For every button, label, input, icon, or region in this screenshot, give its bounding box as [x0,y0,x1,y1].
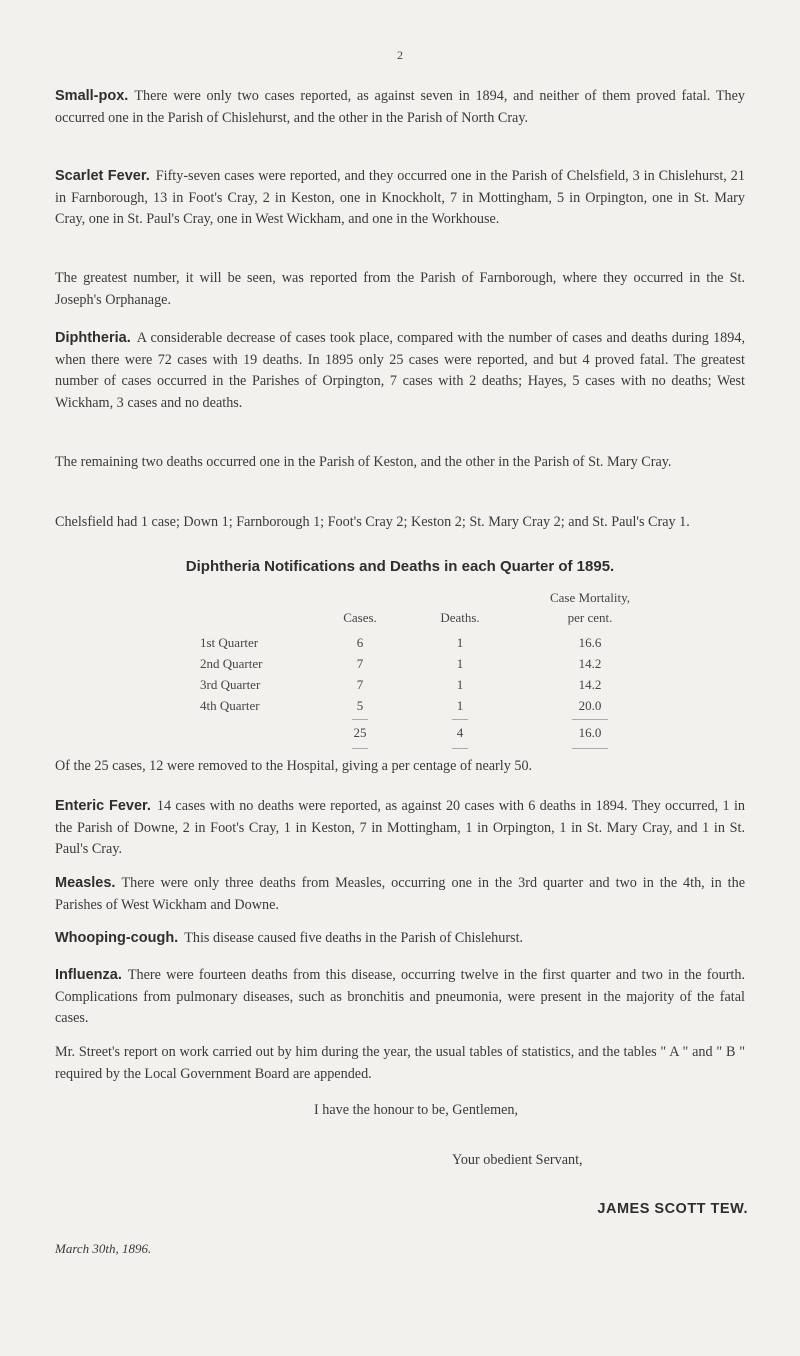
rule-total-cases [352,748,368,749]
header-cases: Cases. [343,610,377,625]
whooping-cough-heading: Whooping-cough. [55,930,179,946]
signature: JAMES SCOTT TEW. [597,1201,748,1217]
diphtheria-remaining-deaths: The remaining two deaths occurred one in the Parish of Keston, and the other in the Parish of St. Mary Cray. [55,454,672,470]
table-title: Diphtheria Notifications and Deaths in each Quarter of 1895. [185,558,615,575]
row-label: 4th Quarter [200,698,260,713]
header-mortality-line2: per cent. [567,610,613,625]
cell-cases: 7 [356,677,364,692]
smallpox-heading: Small-pox. [55,88,129,104]
rule-deaths [452,719,468,720]
scarlet-fever-followup: The greatest number, it will be seen, was reported from the Parish of Farnborough, where they occurred in the St. Joseph's Orphanage. [55,270,745,308]
closing-valediction: Your obedient Servant, [452,1152,583,1168]
page-number: 2 [397,48,403,62]
whooping-cough-section [55,928,745,950]
cell-mortality: 20.0 [578,698,602,713]
cell-mortality: 14.2 [578,677,602,692]
smallpox-text: There were only two cases reported, as against seven in 1894, and neither of them proved fatal. They occurred one in the Parish of Chislehurst, and the other in the Parish of North Cray. [55,88,745,126]
whooping-cough-text: This disease caused five deaths in the Parish of Chislehurst. [184,930,524,946]
diphtheria-parish-counts: Chelsfield had 1 case; Down 1; Farnborough 1; Foot's Cray 2; Keston 2; St. Mary Cray 2; and St. Paul's Cray 1. [55,514,690,530]
influenza-text: There were fourteen deaths from this disease, occurring twelve in the first quarter and two in the fourth. Complications from pulmonary diseases, such as bronchitis and pneumonia, were present in the majority of the fatal cases. [55,967,745,1026]
row-label: 3rd Quarter [200,677,261,692]
total-deaths: 4 [456,725,464,740]
diphtheria-heading: Diphtheria. [55,330,131,346]
smallpox-section [55,86,745,129]
influenza-section [55,965,745,1030]
enteric-fever-text: 14 cases with no deaths were reported, as against 20 cases with 6 deaths in 1894. They occurred, 1 in the Parish of Downe, 2 in Foot's Cray, 1 in Keston, 7 in Mottingham, 1 in Orpington, 1 in St. Mary Cray, and 1 in St. Paul's Cray. [55,798,745,857]
cell-deaths: 1 [456,635,464,650]
cell-mortality: 16.6 [578,635,602,650]
cell-deaths: 1 [456,656,464,671]
total-cases: 25 [353,725,367,740]
rule-cases [352,719,368,720]
scarlet-fever-section [55,166,745,231]
cell-mortality: 14.2 [578,656,602,671]
cell-deaths: 1 [456,698,464,713]
rule-total-mortality [572,748,608,749]
closing-salutation: I have the honour to be, Gentlemen, [314,1102,519,1118]
scarlet-fever-heading: Scarlet Fever. [55,168,150,184]
rule-mortality [572,719,608,720]
row-label: 2nd Quarter [200,656,263,671]
street-report-paragraph: Mr. Street's report on work carried out by him during the year, the usual tables of statistics, and the tables " A " and " B " required by the Local Government Board are appended. [55,1044,745,1082]
enteric-fever-section [55,796,745,861]
enteric-fever-heading: Enteric Fever. [55,798,151,814]
cell-cases: 7 [356,656,364,671]
hospital-removal-note: Of the 25 cases, 12 were removed to the Hospital, giving a per centage of nearly 50. [55,758,533,774]
scarlet-fever-text: Fifty-seven cases were reported, and they occurred one in the Parish of Chelsfield, 3 in Chislehurst, 21 in Farnborough, 13 in Foot's Cray, 2 in Keston, one in Knockholt, 7 in Mottingham, 5 in Orpington, one in St. Mary Cray, one in St. Paul's Cray, one in West Wickham, and one in the Workhouse. [55,168,745,227]
influenza-heading: Influenza. [55,967,122,983]
document-date: March 30th, 1896. [55,1241,152,1256]
cell-cases: 6 [356,635,364,650]
header-mortality-line1: Case Mortality, [549,590,631,605]
total-mortality: 16.0 [578,725,602,740]
measles-section [55,873,745,916]
rule-total-deaths [452,748,468,749]
diphtheria-section [55,328,745,414]
measles-heading: Measles. [55,875,116,891]
diphtheria-text: A considerable decrease of cases took place, compared with the number of cases and deaths during 1894, when there were 72 cases with 19 deaths. In 1895 only 25 cases were reported, and but 4 proved fatal. The greatest number of cases occurred in the Parishes of Orpington, 7 cases with 2 deaths; Hayes, 5 cases with no deaths; West Wickham, 3 cases and no deaths. [55,330,745,411]
cell-deaths: 1 [456,677,464,692]
row-label: 1st Quarter [200,635,259,650]
measles-text: There were only three deaths from Measles, occurring one in the 3rd quarter and two in the 4th, in the Parishes of West Wickham and Downe. [55,875,745,913]
header-deaths: Deaths. [440,610,480,625]
cell-cases: 5 [356,698,364,713]
